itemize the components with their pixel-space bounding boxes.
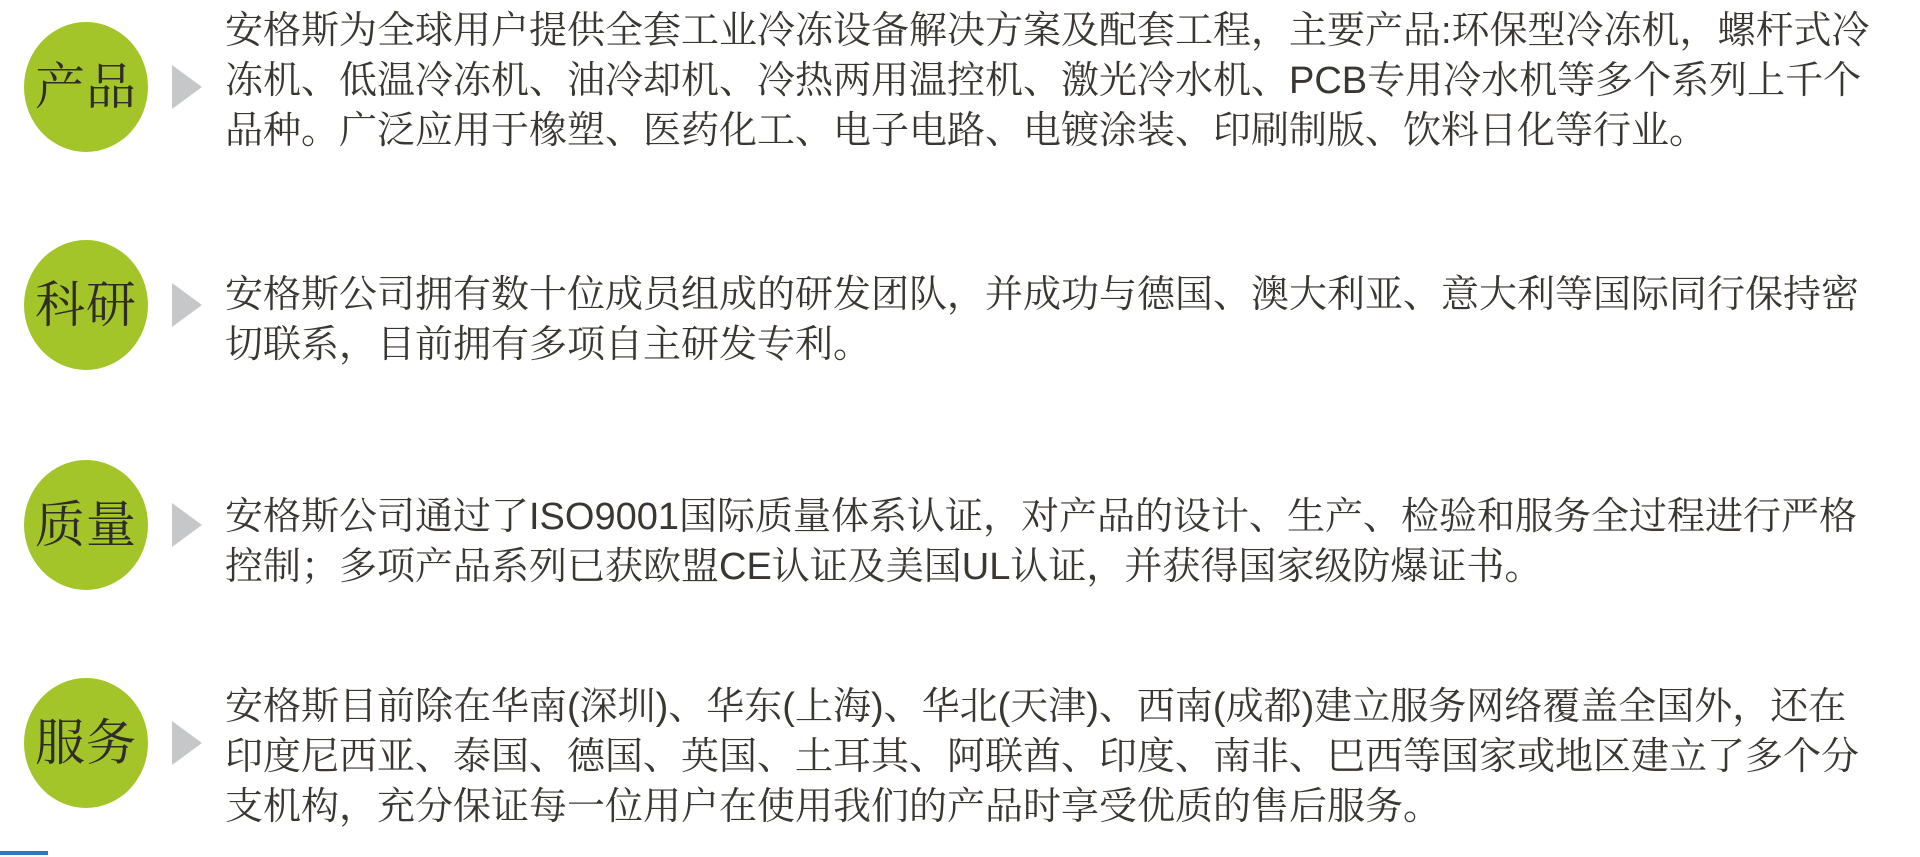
quality-badge-label: 质量 [35,497,137,553]
research-description [225,270,1900,370]
service-badge-label: 服务 [35,715,137,771]
quality-description [225,492,1900,592]
quality-badge [24,460,148,590]
product-badge [24,22,148,152]
text-line: 控制；多项产品系列已获欧盟CE认证及美国UL认证，并获得国家级防爆证书。 [225,546,1543,588]
arrow-right-icon [172,283,202,327]
text-line: 安格斯目前除在华南(深圳)、华东(上海)、华北(天津)、西南(成都)建立服务网络覆盖全国外，还在 [225,686,1847,728]
arrow-right-icon [172,721,202,765]
bottom-border-line [0,851,48,855]
text-line: 支机构，充分保证每一位用户在使用我们的产品时享受优质的售后服务。 [225,786,1442,828]
text-line: 安格斯公司通过了ISO9001国际质量体系认证，对产品的设计、生产、检验和服务全过程进行严格 [225,496,1858,538]
text-line: 安格斯为全球用户提供全套工业冷冻设备解决方案及配套工程，主要产品:环保型冷冻机，螺杆式冷 [225,10,1870,52]
product-badge-label: 产品 [35,59,137,115]
text-line: 冻机、低温冷冻机、油冷却机、冷热两用温控机、激光冷水机、PCB专用冷水机等多个系列上千个 [225,60,1862,102]
arrow-right-icon [172,65,202,109]
text-line: 印度尼西亚、泰国、德国、英国、土耳其、阿联酋、印度、南非、巴西等国家或地区建立了多个分 [225,736,1860,778]
service-description [225,682,1900,832]
text-line: 切联系，目前拥有多项自主研发专利。 [225,324,872,366]
research-badge-label: 科研 [35,277,137,333]
product-description [225,6,1900,156]
text-line: 品种。广泛应用于橡塑、医药化工、电子电路、电镀涂装、印刷制版、饮料日化等行业。 [225,110,1708,152]
text-line: 安格斯公司拥有数十位成员组成的研发团队，并成功与德国、澳大利亚、意大利等国际同行保持密 [225,274,1860,316]
service-badge [24,678,148,808]
arrow-right-icon [172,503,202,547]
research-badge [24,240,148,370]
